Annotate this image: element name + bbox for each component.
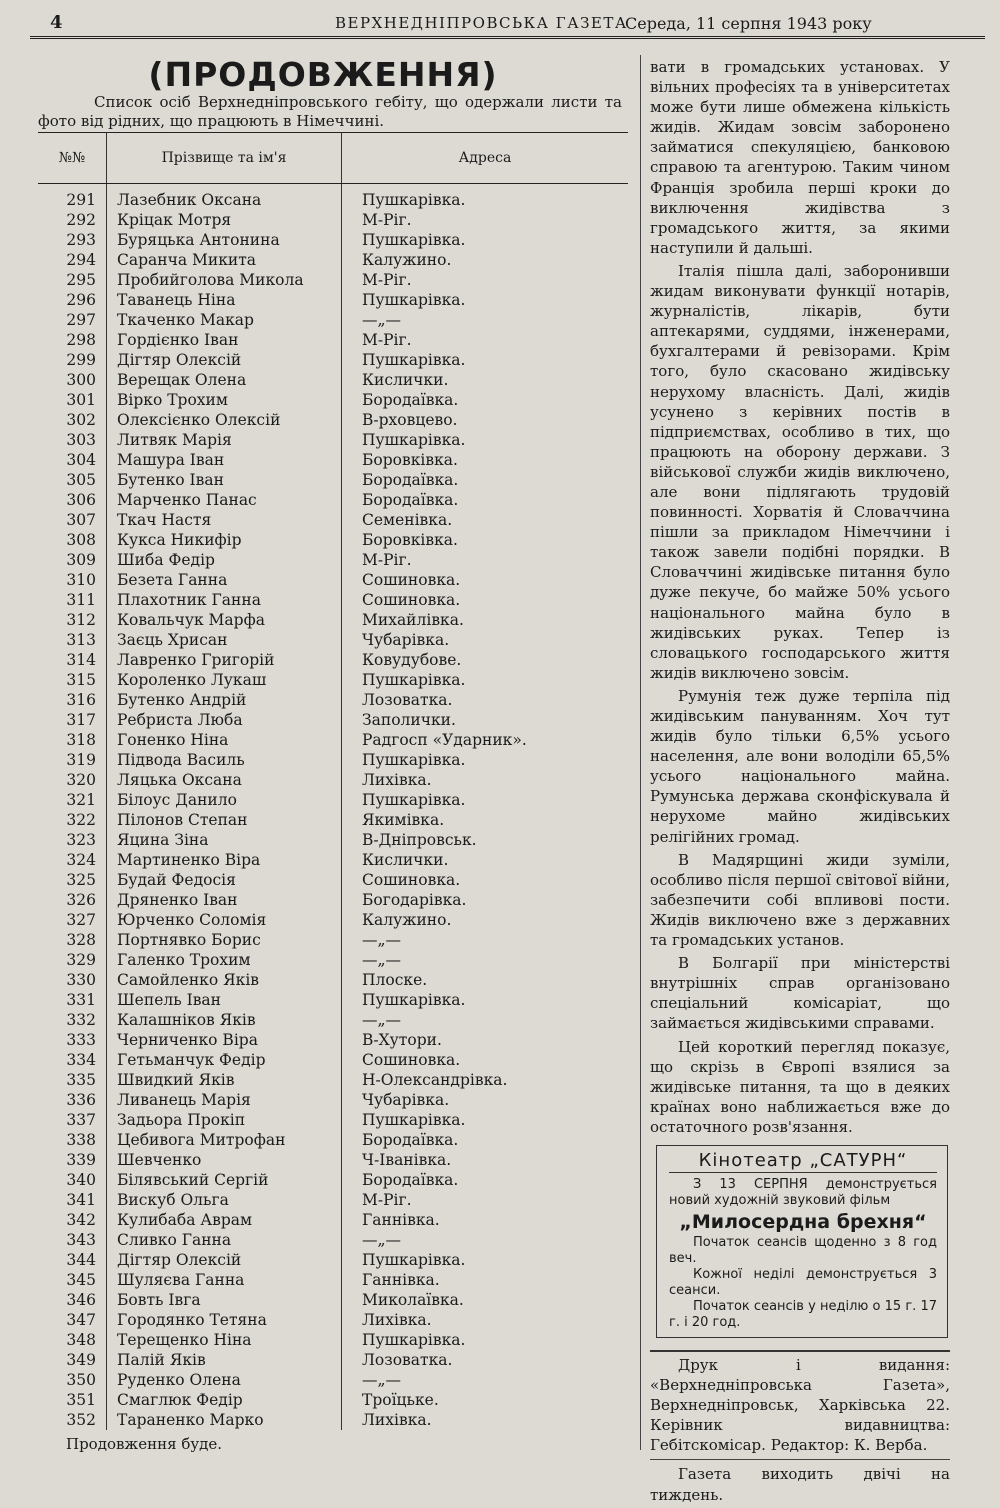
person-address: Михайлівка. bbox=[362, 611, 464, 629]
row-number: 317 bbox=[66, 711, 96, 729]
row-number: 344 bbox=[66, 1251, 96, 1269]
person-address: Чубарівка. bbox=[362, 631, 450, 649]
table-row bbox=[38, 1190, 628, 1210]
table-row bbox=[38, 1230, 628, 1250]
row-number: 297 bbox=[66, 311, 96, 329]
person-address: Семенівка. bbox=[362, 511, 453, 529]
section-title: (ПРОДОВЖЕННЯ) bbox=[148, 55, 498, 94]
table-row bbox=[38, 550, 628, 570]
person-address: Боровківка. bbox=[362, 451, 458, 469]
table-row bbox=[38, 890, 628, 910]
issue-date: Середа, 11 серпня 1943 року bbox=[625, 14, 872, 33]
row-number: 304 bbox=[66, 451, 96, 469]
row-number: 321 bbox=[66, 791, 96, 809]
person-name: Дігтяр Олексій bbox=[107, 350, 342, 370]
row-number: 291 bbox=[66, 191, 96, 209]
row-number: 307 bbox=[66, 511, 96, 529]
row-number: 352 bbox=[66, 1411, 96, 1429]
cinema-schedule-sunday-times: Початок сеансів у неділю о 15 г. 17 г. і 20 год. bbox=[669, 1298, 937, 1330]
row-number: 346 bbox=[66, 1291, 96, 1309]
person-address: Радгосп «Ударник». bbox=[362, 731, 527, 749]
row-number: 310 bbox=[66, 571, 96, 589]
table-row bbox=[38, 950, 628, 970]
table-row bbox=[38, 790, 628, 810]
table-row bbox=[38, 810, 628, 830]
person-name: Яцина Зіна bbox=[107, 830, 342, 850]
row-number: 351 bbox=[66, 1391, 96, 1409]
person-name: Ливанець Марія bbox=[107, 1090, 342, 1110]
person-name: Кукса Никифір bbox=[107, 530, 342, 550]
person-name: Безета Ганна bbox=[107, 570, 342, 590]
person-name: Городянко Тетяна bbox=[107, 1310, 342, 1330]
person-name: Шиба Федір bbox=[107, 550, 342, 570]
person-address: В-Дніпровськ. bbox=[362, 831, 477, 849]
table-row bbox=[38, 670, 628, 690]
row-number: 315 bbox=[66, 671, 96, 689]
table-row bbox=[38, 1310, 628, 1330]
table-row bbox=[38, 610, 628, 630]
row-number: 335 bbox=[66, 1071, 96, 1089]
person-address: Пушкарівка. bbox=[362, 191, 466, 209]
person-name: Сливко Ганна bbox=[107, 1230, 342, 1250]
person-name: Кулибаба Аврам bbox=[107, 1210, 342, 1230]
person-name: Палій Яків bbox=[107, 1350, 342, 1370]
person-name: Ребриста Люба bbox=[107, 710, 342, 730]
person-address: Пушкарівка. bbox=[362, 751, 466, 769]
page-number: 4 bbox=[50, 12, 63, 33]
table-row bbox=[38, 1390, 628, 1410]
row-number: 340 bbox=[66, 1171, 96, 1189]
table-row bbox=[38, 450, 628, 470]
person-name: Верещак Олена bbox=[107, 370, 342, 390]
row-number: 300 bbox=[66, 371, 96, 389]
row-number: 319 bbox=[66, 751, 96, 769]
person-address: Пушкарівка. bbox=[362, 231, 466, 249]
person-address: Кислички. bbox=[362, 851, 449, 869]
table-row bbox=[38, 230, 628, 250]
row-number: 305 bbox=[66, 471, 96, 489]
row-number: 294 bbox=[66, 251, 96, 269]
person-name: Швидкий Яків bbox=[107, 1070, 342, 1090]
row-number: 292 bbox=[66, 211, 96, 229]
person-name: Руденко Олена bbox=[107, 1370, 342, 1390]
person-name: Галенко Трохим bbox=[107, 950, 342, 970]
person-address: Лихівка. bbox=[362, 1411, 432, 1429]
row-number: 326 bbox=[66, 891, 96, 909]
person-address: Пушкарівка. bbox=[362, 1251, 466, 1269]
article-paragraph: В Мадярщині жиди зуміли, особливо після першої світової війни, забезпечити собі впливові пости. Жидів виключено вже з державних та громадських установ. bbox=[650, 850, 950, 950]
person-address: Бородаївка. bbox=[362, 471, 459, 489]
person-name: Ковальчук Марфа bbox=[107, 610, 342, 630]
table-row bbox=[38, 730, 628, 750]
table-row bbox=[38, 490, 628, 510]
row-number: 311 bbox=[66, 591, 96, 609]
person-address: Сошиновка. bbox=[362, 591, 461, 609]
page-header bbox=[30, 10, 985, 39]
table-row bbox=[38, 1150, 628, 1170]
person-address: Бородаївка. bbox=[362, 491, 459, 509]
person-name: Дігтяр Олексій bbox=[107, 1250, 342, 1270]
person-name: Підвода Василь bbox=[107, 750, 342, 770]
row-number: 296 bbox=[66, 291, 96, 309]
person-address: М-Ріг. bbox=[362, 271, 412, 289]
person-name: Пробийголова Микола bbox=[107, 270, 342, 290]
table-row bbox=[38, 770, 628, 790]
person-address: Калужино. bbox=[362, 911, 452, 929]
newspaper-name: ВЕРХНЕДНІПРОВСЬКА ГАЗЕТА bbox=[335, 14, 628, 32]
person-name: Машура Іван bbox=[107, 450, 342, 470]
person-name: Будай Федосія bbox=[107, 870, 342, 890]
row-number: 350 bbox=[66, 1371, 96, 1389]
row-number: 339 bbox=[66, 1151, 96, 1169]
person-address: Ковудубове. bbox=[362, 651, 462, 669]
person-address: Калужино. bbox=[362, 251, 452, 269]
person-name: Гетьманчук Федір bbox=[107, 1050, 342, 1070]
table-row bbox=[38, 630, 628, 650]
row-number: 345 bbox=[66, 1271, 96, 1289]
cinema-schedule-sunday: Кожної неділі демонструється 3 сеанси. bbox=[669, 1266, 937, 1298]
row-number: 333 bbox=[66, 1031, 96, 1049]
person-name: Лавренко Григорій bbox=[107, 650, 342, 670]
table-row bbox=[38, 1090, 628, 1110]
row-number: 349 bbox=[66, 1351, 96, 1369]
person-name: Ляцька Оксана bbox=[107, 770, 342, 790]
person-address: Пушкарівка. bbox=[362, 1111, 466, 1129]
table-row bbox=[38, 1110, 628, 1130]
person-name: Бутенко Андрій bbox=[107, 690, 342, 710]
cinema-title: Кінотеатр „САТУРН“ bbox=[669, 1150, 937, 1173]
article-paragraph: В Болгарії при міністерстві внутрішніх справ організовано спеціальний комісаріат, що займається жидівськими справами. bbox=[650, 954, 950, 1033]
article-paragraph: вати в громадських установах. У вільних професіях та в університетах може бути лише обмежена кількість жидів. Жидам зовсім заборонено займатися спекуляцією, банковою справою та агентурою. Таким чином Франція зробила перші кроки до виключення жидівства з громадського життя, за якими наступили й дальші. bbox=[650, 58, 950, 257]
imprint bbox=[650, 1350, 950, 1505]
row-number: 320 bbox=[66, 771, 96, 789]
table-row bbox=[38, 590, 628, 610]
person-address: Лозоватка. bbox=[362, 691, 453, 709]
row-number: 324 bbox=[66, 851, 96, 869]
person-name: Марченко Панас bbox=[107, 490, 342, 510]
table-row bbox=[38, 1210, 628, 1230]
person-address: Миколаївка. bbox=[362, 1291, 464, 1309]
person-address: М-Ріг. bbox=[362, 331, 412, 349]
person-address: —„— bbox=[362, 931, 402, 949]
row-number: 330 bbox=[66, 971, 96, 989]
person-address: Ч-Іванівка. bbox=[362, 1151, 452, 1169]
table-row bbox=[38, 830, 628, 850]
row-number: 336 bbox=[66, 1091, 96, 1109]
table-row bbox=[38, 850, 628, 870]
table-row bbox=[38, 1330, 628, 1350]
table-row bbox=[38, 870, 628, 890]
person-name: Терещенко Ніна bbox=[107, 1330, 342, 1350]
person-address: Лозоватка. bbox=[362, 1351, 453, 1369]
row-number: 341 bbox=[66, 1191, 96, 1209]
person-address: Плоске. bbox=[362, 971, 428, 989]
person-name: Шуляєва Ганна bbox=[107, 1270, 342, 1290]
person-name: Білявський Сергій bbox=[107, 1170, 342, 1190]
person-name: Тараненко Марко bbox=[107, 1410, 342, 1430]
table-row bbox=[38, 990, 628, 1010]
table-row bbox=[38, 410, 628, 430]
person-address: Пушкарівка. bbox=[362, 991, 466, 1009]
person-address: Лихівка. bbox=[362, 1311, 432, 1329]
row-number: 293 bbox=[66, 231, 96, 249]
table-row bbox=[38, 1130, 628, 1150]
table-row bbox=[38, 184, 628, 211]
person-name: Буряцька Антонина bbox=[107, 230, 342, 250]
table-row bbox=[38, 1290, 628, 1310]
row-number: 348 bbox=[66, 1331, 96, 1349]
table-row bbox=[38, 1030, 628, 1050]
row-number: 312 bbox=[66, 611, 96, 629]
person-name: Портнявко Борис bbox=[107, 930, 342, 950]
table-row bbox=[38, 710, 628, 730]
table-row bbox=[38, 750, 628, 770]
row-number: 299 bbox=[66, 351, 96, 369]
row-number: 298 bbox=[66, 331, 96, 349]
column-address-header: Адреса bbox=[342, 133, 629, 184]
table-row bbox=[38, 1050, 628, 1070]
person-name: Калашніков Яків bbox=[107, 1010, 342, 1030]
table-row bbox=[38, 270, 628, 290]
table-row bbox=[38, 570, 628, 590]
person-address: Н-Олександрівка. bbox=[362, 1071, 508, 1089]
article-paragraph: Цей короткий перегляд показує, що скрізь в Європі взялися за жидівське питання, та що в деяких країнах воно наближається вже до остаточного розв'язання. bbox=[650, 1037, 950, 1136]
person-address: Кислички. bbox=[362, 371, 449, 389]
article-paragraph: Італія пішла далі, заборонивши жидам виконувати функції нотарів, журналістів, лікарів, бути аптекарями, суддями, інженерами, бухгалтерами й ревізорами. Крім того, було скасовано жидівську нерухому власність. Далі, жидів усунено з керівних постів в підприємствах, особливо в тих, що працюють на оборону держави. З військової служби жидів виключено, але вони підлягають трудовій повинності. Хорватія й Словаччина пішли за прикладом Німеччини і також завели подібні порядки. В Словаччині жидівське питання було дуже пекуче, бо майже 50% усього національного майна було в жидівських руках. Тепер із словацького господарського життя жидів виключено зовсім. bbox=[650, 261, 950, 682]
person-name: Саранча Микита bbox=[107, 250, 342, 270]
person-address: —„— bbox=[362, 311, 402, 329]
person-name: Черниченко Віра bbox=[107, 1030, 342, 1050]
row-number: 327 bbox=[66, 911, 96, 929]
table-row bbox=[38, 250, 628, 270]
person-name: Кріцак Мотря bbox=[107, 210, 342, 230]
person-name: Гоненко Ніна bbox=[107, 730, 342, 750]
imprint-text: Друк і видання: «Верхнедніпровська Газета», Верхнедніпровськ, Харківська 22. Керівник видавництва: Гебітскомісар. Редактор: К. Верба. bbox=[650, 1355, 950, 1455]
person-name: Пілонов Степан bbox=[107, 810, 342, 830]
column-number-header: №№ bbox=[38, 133, 107, 184]
row-number: 332 bbox=[66, 1011, 96, 1029]
table-row bbox=[38, 430, 628, 450]
person-name: Дряненко Іван bbox=[107, 890, 342, 910]
row-number: 318 bbox=[66, 731, 96, 749]
continued-note: Продовження буде. bbox=[66, 1435, 223, 1453]
person-address: Пушкарівка. bbox=[362, 291, 466, 309]
person-name: Вірко Трохим bbox=[107, 390, 342, 410]
row-number: 309 bbox=[66, 551, 96, 569]
cinema-announcement: З 13 СЕРПНЯ демонструється новий художній звуковий фільм bbox=[669, 1176, 937, 1208]
row-number: 322 bbox=[66, 811, 96, 829]
person-name: Задьора Прокіп bbox=[107, 1110, 342, 1130]
person-name: Литвяк Марія bbox=[107, 430, 342, 450]
row-number: 343 bbox=[66, 1231, 96, 1249]
person-address: Пушкарівка. bbox=[362, 431, 466, 449]
person-name: Лазебник Оксана bbox=[107, 184, 342, 211]
table-row bbox=[38, 390, 628, 410]
person-name: Мартиненко Віра bbox=[107, 850, 342, 870]
table-body bbox=[38, 184, 628, 1431]
table-row bbox=[38, 910, 628, 930]
list-intro: Список осіб Верхнедніпровського гебіту, що одержали листи та фото від рідних, що працюють в Німеччині. bbox=[38, 93, 622, 130]
row-number: 325 bbox=[66, 871, 96, 889]
cinema-schedule-daily: Початок сеансів щоденно з 8 год веч. bbox=[669, 1234, 937, 1266]
person-address: Бородаївка. bbox=[362, 1131, 459, 1149]
person-name: Цебивога Митрофан bbox=[107, 1130, 342, 1150]
person-address: М-Ріг. bbox=[362, 211, 412, 229]
person-name: Короленко Лукаш bbox=[107, 670, 342, 690]
person-name: Бовть Івга bbox=[107, 1290, 342, 1310]
person-address: Якимівка. bbox=[362, 811, 445, 829]
film-title: „Милосердна брехня“ bbox=[679, 1210, 927, 1233]
person-address: М-Ріг. bbox=[362, 1191, 412, 1209]
table-row bbox=[38, 930, 628, 950]
table-row bbox=[38, 1270, 628, 1290]
row-number: 329 bbox=[66, 951, 96, 969]
table-row bbox=[38, 1370, 628, 1390]
person-name: Ткач Настя bbox=[107, 510, 342, 530]
person-name: Гордієнко Іван bbox=[107, 330, 342, 350]
person-address: Троїцьке. bbox=[362, 1391, 439, 1409]
person-address: В-Хутори. bbox=[362, 1031, 442, 1049]
person-address: М-Ріг. bbox=[362, 551, 412, 569]
person-address: Сошиновка. bbox=[362, 571, 461, 589]
row-number: 316 bbox=[66, 691, 96, 709]
table-row bbox=[38, 290, 628, 310]
row-number: 323 bbox=[66, 831, 96, 849]
row-number: 328 bbox=[66, 931, 96, 949]
row-number: 338 bbox=[66, 1131, 96, 1149]
table-row bbox=[38, 370, 628, 390]
column-name-header: Прізвище та ім'я bbox=[107, 133, 342, 184]
row-number: 308 bbox=[66, 531, 96, 549]
cinema-advertisement bbox=[656, 1145, 948, 1338]
person-address: Лихівка. bbox=[362, 771, 432, 789]
row-number: 342 bbox=[66, 1211, 96, 1229]
person-address: Ганнівка. bbox=[362, 1271, 440, 1289]
table-row bbox=[38, 650, 628, 670]
publication-frequency: Газета виходить двічі на тиждень. bbox=[650, 1465, 950, 1504]
table-row bbox=[38, 350, 628, 370]
person-address: Боровківка. bbox=[362, 531, 458, 549]
row-number: 313 bbox=[66, 631, 96, 649]
person-address: В-рховцево. bbox=[362, 411, 458, 429]
table-row bbox=[38, 510, 628, 530]
person-name: Самойленко Яків bbox=[107, 970, 342, 990]
person-name: Олексієнко Олексій bbox=[107, 410, 342, 430]
person-address: —„— bbox=[362, 1371, 402, 1389]
person-address: Сошиновка. bbox=[362, 1051, 461, 1069]
table-row bbox=[38, 470, 628, 490]
imprint-divider bbox=[650, 1459, 950, 1460]
person-name: Ткаченко Макар bbox=[107, 310, 342, 330]
person-name: Юрченко Соломія bbox=[107, 910, 342, 930]
table-row bbox=[38, 310, 628, 330]
row-number: 337 bbox=[66, 1111, 96, 1129]
person-address: Заполички. bbox=[362, 711, 456, 729]
person-address: Пушкарівка. bbox=[362, 1331, 466, 1349]
person-address: Чубарівка. bbox=[362, 1091, 450, 1109]
person-name: Шевченко bbox=[107, 1150, 342, 1170]
row-number: 334 bbox=[66, 1051, 96, 1069]
person-address: Богодарівка. bbox=[362, 891, 467, 909]
person-address: —„— bbox=[362, 1011, 402, 1029]
person-name: Білоус Данило bbox=[107, 790, 342, 810]
person-name: Таванець Ніна bbox=[107, 290, 342, 310]
row-number: 306 bbox=[66, 491, 96, 509]
table-row bbox=[38, 330, 628, 350]
row-number: 301 bbox=[66, 391, 96, 409]
table-row bbox=[38, 1170, 628, 1190]
person-address: Ганнівка. bbox=[362, 1211, 440, 1229]
table-row bbox=[38, 1410, 628, 1430]
table-row bbox=[38, 690, 628, 710]
person-name: Шепель Іван bbox=[107, 990, 342, 1010]
table-row bbox=[38, 530, 628, 550]
person-name: Плахотник Ганна bbox=[107, 590, 342, 610]
person-address: Бородаївка. bbox=[362, 1171, 459, 1189]
row-number: 331 bbox=[66, 991, 96, 1009]
row-number: 295 bbox=[66, 271, 96, 289]
row-number: 347 bbox=[66, 1311, 96, 1329]
table-row bbox=[38, 970, 628, 990]
table-row bbox=[38, 1350, 628, 1370]
row-number: 303 bbox=[66, 431, 96, 449]
person-name: Бутенко Іван bbox=[107, 470, 342, 490]
article-column bbox=[650, 57, 950, 1508]
person-address: Пушкарівка. bbox=[362, 671, 466, 689]
column-divider bbox=[640, 55, 641, 1450]
person-address: Сошиновка. bbox=[362, 871, 461, 889]
person-address: —„— bbox=[362, 951, 402, 969]
person-address: —„— bbox=[362, 1231, 402, 1249]
person-name: Заєць Хрисан bbox=[107, 630, 342, 650]
table-row bbox=[38, 1010, 628, 1030]
table-row bbox=[38, 1250, 628, 1270]
list-section bbox=[38, 55, 628, 1453]
person-address: Пушкарівка. bbox=[362, 791, 466, 809]
person-address: Бородаївка. bbox=[362, 391, 459, 409]
table-header-row bbox=[38, 133, 628, 184]
article-paragraph: Румунія теж дуже терпіла під жидівським пануванням. Хоч тут жидів було тільки 6,5% усього населення, але вони володіли 65,5% усього національного майна. Румунська держава сконфіскувала й нерухоме майно жидівських релігійних громад. bbox=[650, 686, 950, 846]
persons-table bbox=[38, 132, 628, 1430]
person-name: Смаглюк Федір bbox=[107, 1390, 342, 1410]
table-row bbox=[38, 210, 628, 230]
row-number: 302 bbox=[66, 411, 96, 429]
table-row bbox=[38, 1070, 628, 1090]
person-name: Вискуб Ольга bbox=[107, 1190, 342, 1210]
person-address: Пушкарівка. bbox=[362, 351, 466, 369]
row-number: 314 bbox=[66, 651, 96, 669]
